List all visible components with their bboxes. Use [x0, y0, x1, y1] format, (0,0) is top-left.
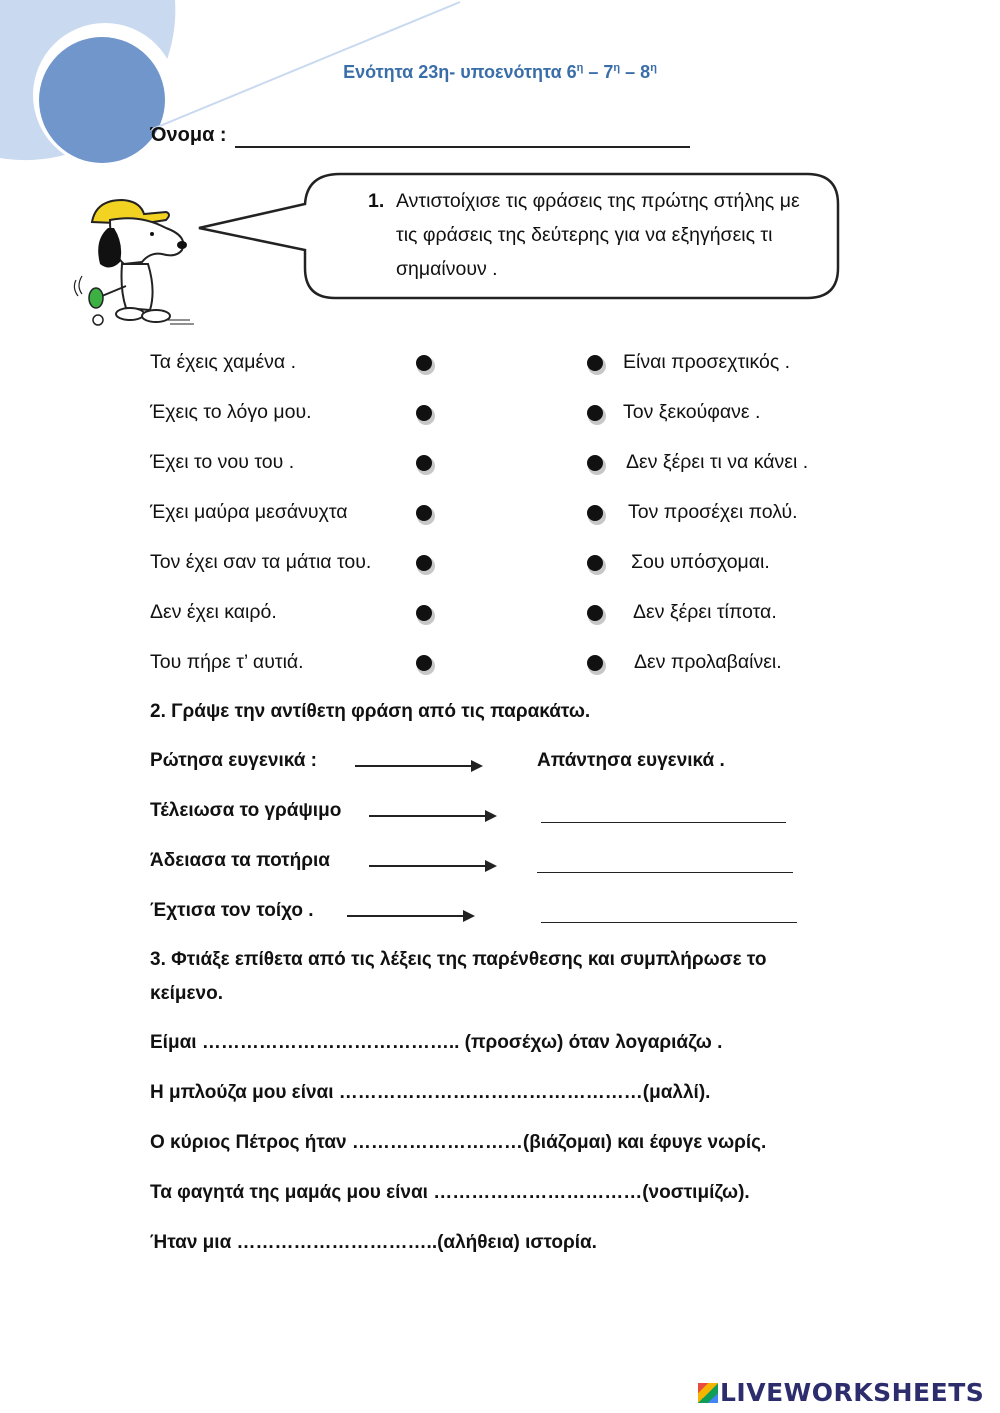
matching-right-phrase: Δεν ξέρει τίποτα. [633, 601, 777, 623]
matching-left-dot[interactable] [416, 605, 432, 621]
matching-left-phrase: Έχει το νου του . [150, 451, 295, 473]
name-field[interactable] [235, 146, 690, 148]
matching-left-dot[interactable] [416, 355, 432, 371]
opposite-answer-text: Απάντησα ευγενικά . [537, 750, 725, 771]
name-label: Όνομα : [150, 124, 227, 146]
matching-right-dot[interactable] [587, 505, 603, 521]
fill-in-sentence[interactable]: Τα φαγητά της μαμάς μου είναι ……………………………(νοστιμίζω). [150, 1182, 750, 1203]
fill-in-sentence[interactable]: Είμαι ………………………………….. (προσέχω) όταν λογαριάζω . [150, 1032, 723, 1053]
matching-right-dot[interactable] [587, 605, 603, 621]
arrow-line [347, 915, 465, 917]
opposite-source-phrase: Ρώτησα ευγενικά : [150, 750, 317, 771]
matching-right-dot[interactable] [587, 405, 603, 421]
matching-left-dot[interactable] [416, 505, 432, 521]
arrow-head-icon [485, 860, 497, 872]
matching-left-dot[interactable] [416, 555, 432, 571]
matching-right-phrase: Σου υπόσχομαι. [631, 551, 770, 573]
liveworksheets-logo: LIVEWORKSHEETS [698, 1378, 984, 1407]
matching-left-dot[interactable] [416, 405, 432, 421]
matching-right-dot[interactable] [587, 555, 603, 571]
arrow-head-icon [485, 810, 497, 822]
exercise2-heading: 2. Γράψε την αντίθετη φράση από τις παρακάτω. [150, 701, 591, 722]
fill-in-sentence[interactable]: Ο κύριος Πέτρος ήταν ………………………(βιάζομαι) και έφυγε νωρίς. [150, 1132, 767, 1153]
matching-left-dot[interactable] [416, 655, 432, 671]
arrow-line [369, 815, 487, 817]
matching-right-phrase: Δεν προλαβαίνει. [634, 651, 782, 673]
opposite-answer-field[interactable] [541, 822, 786, 823]
corner-decoration [0, 0, 470, 170]
matching-left-phrase: Τον έχει σαν τα μάτια του. [150, 551, 372, 573]
arrow-line [355, 765, 473, 767]
matching-left-phrase: Τα έχεις χαμένα . [150, 351, 297, 373]
snoopy-illustration [70, 192, 200, 327]
matching-left-phrase: Έχει μαύρα μεσάνυχτα [150, 501, 348, 523]
page-title: Ενότητα 23η- υποενότητα $6^\eta - 7^\eta - 8^\eta$ [343, 62, 657, 82]
arrow-head-icon [463, 910, 475, 922]
matching-right-dot[interactable] [587, 655, 603, 671]
matching-left-dot[interactable] [416, 455, 432, 471]
matching-left-phrase: Έχεις το λόγο μου. [150, 401, 312, 423]
opposite-source-phrase: Άδειασα τα ποτήρια [150, 850, 330, 871]
exercise3-heading-line2: κείμενο. [150, 983, 223, 1004]
logo-icon [698, 1383, 718, 1403]
matching-left-phrase: Δεν έχει καιρό. [150, 601, 277, 623]
matching-right-phrase: Δεν ξέρει τι να κάνει . [626, 451, 809, 473]
opposite-answer-field[interactable] [537, 872, 793, 873]
matching-right-phrase: Είναι προσεχτικός . [623, 351, 791, 373]
arrow-head-icon [471, 760, 483, 772]
exercise3-heading-line1: 3. Φτιάξε επίθετα από τις λέξεις της παρένθεσης και συμπλήρωσε το [150, 949, 767, 970]
opposite-source-phrase: Τέλειωσα το γράψιμο [150, 800, 342, 821]
matching-right-phrase: Τον προσέχει πολύ. [628, 501, 798, 523]
matching-right-dot[interactable] [587, 355, 603, 371]
matching-right-dot[interactable] [587, 455, 603, 471]
matching-right-phrase: Τον ξεκούφανε . [623, 401, 761, 423]
arrow-line [369, 865, 487, 867]
matching-left-phrase: Του πήρε τ’ αυτιά. [150, 651, 304, 673]
opposite-answer-field[interactable] [541, 922, 797, 923]
opposite-source-phrase: Έχτισα τον τοίχο . [150, 900, 314, 921]
fill-in-sentence[interactable]: Ήταν μια …………………………..(αλήθεια) ιστορία. [150, 1232, 597, 1253]
fill-in-sentence[interactable]: Η μπλούζα μου είναι …………………………………………(μαλλί). [150, 1082, 711, 1103]
